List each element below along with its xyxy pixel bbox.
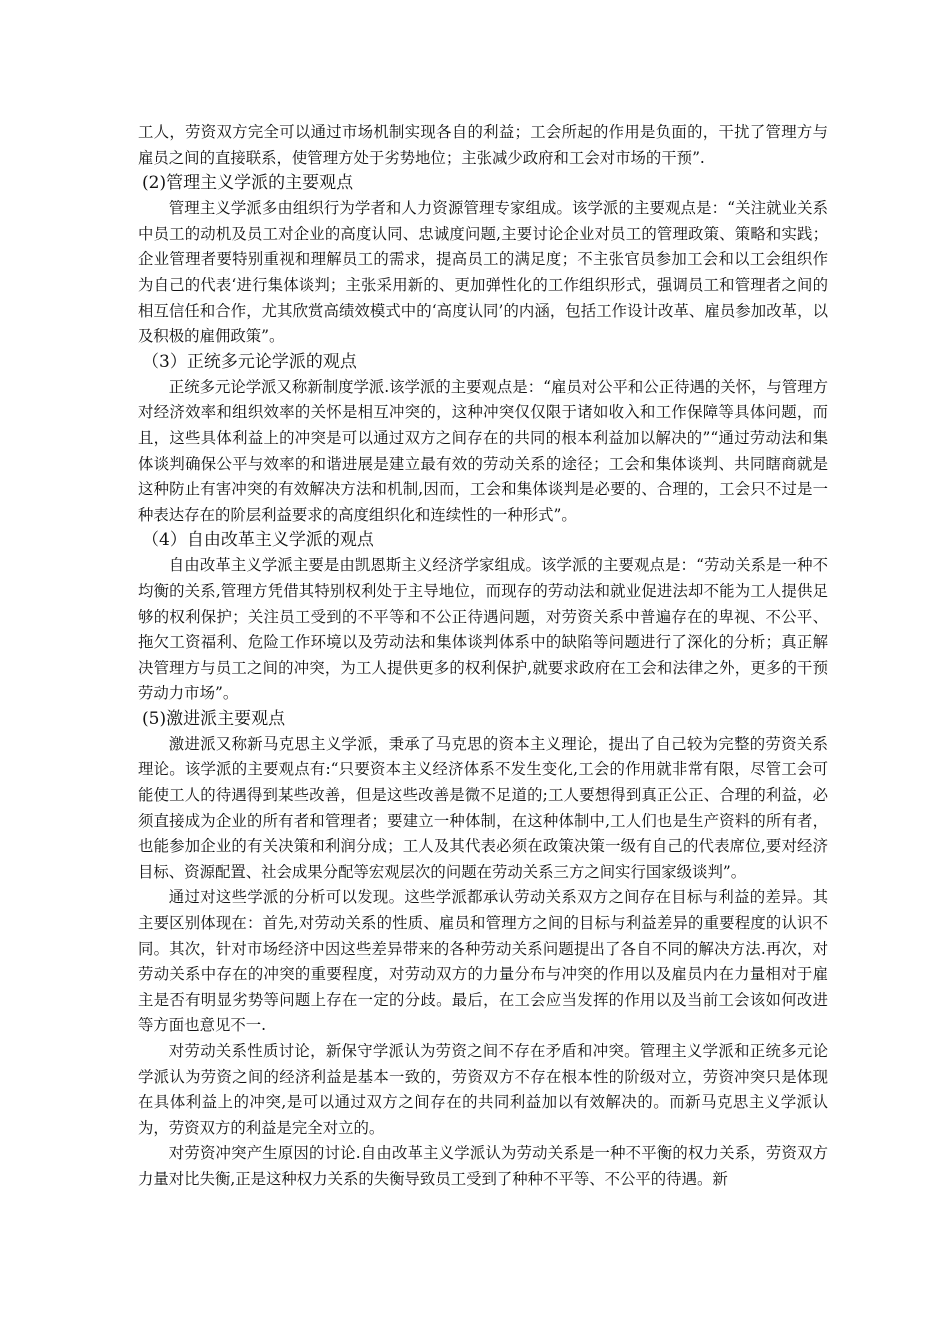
paragraph: 工人，劳资双方完全可以通过市场机制实现各自的利益；工会所起的作用是负面的，干扰了管理方与雇员之间的直接联系，使管理方处于劣势地位；主张减少政府和工会对市场的干预”. bbox=[138, 123, 828, 167]
paragraph: 对劳资冲突产生原因的讨论.自由改革主义学派认为劳动关系是一种不平衡的权力关系，劳资双方力量对比失衡,正是这种权力关系的失衡导致员工受到了种种不平等、不公平的待遇。新 bbox=[138, 1144, 828, 1188]
paragraph: 激进派又称新马克思主义学派，秉承了马克思的资本主义理论，提出了自己较为完整的劳资关系理论。该学派的主要观点有:“只要资本主义经济体系不发生变化,工会的作用就非常有限，尽管工会可能使工人的待遇得到某些改善，但是这些改善是微不足道的;工人要想得到真正公正、合理的利益，必须直接成为企业的所有者和管理者；要建立一种体制，在这种体制中,工人们也是生产资料的所有者，也能参加企业的有关决策和利润分成；工人及其代表必须在政策决策一级有自己的代表席位,要对经济目标、资源配置、社会成果分配等宏观层次的问题在劳动关系三方之间实行国家级谈判”。 bbox=[138, 734, 828, 881]
paragraph: 通过对这些学派的分析可以发现。这些学派都承认劳动关系双方之间存在目标与利益的差异。其主要区别体现在：首先,对劳动关系的性质、雇员和管理方之间的目标与利益差异的重要程度的认识不同。其次，针对市场经济中因这些差异带来的各种劳动关系问题提出了各自不同的解决方法.再次，对劳动关系中存在的冲突的重要程度，对劳动双方的力量分布与冲突的作用以及雇员内在力量相对于雇主是否有明显劣势等问题上存在一定的分歧。最后，在工会应当发挥的作用以及当前工会该如何改进等方面也意见不一. bbox=[138, 888, 828, 1035]
section-heading: （3）正统多元论学派的观点 bbox=[142, 351, 357, 372]
paragraph: 自由改革主义学派主要是由凯恩斯主义经济学家组成。该学派的主要观点是：“劳动关系是一种不均衡的关系,管理方凭借其特别权利处于主导地位，而现存的劳动法和就业促进法却不能为工人提供足够的权利保护；关注员工受到的不平等和不公正待遇问题，对劳资关系中普遍存在的卑视、不公平、拖欠工资福利、危险工作环境以及劳动法和集体谈判体系中的缺陷等问题进行了深化的分析；真正解决管理方与员工之间的冲突，为工人提供更多的权利保护,就要求政府在工会和法律之外，更多的干预劳动力市场”。 bbox=[138, 556, 828, 703]
section-heading: (2)管理主义学派的主要观点 bbox=[142, 173, 354, 194]
paragraph: 正统多元论学派又称新制度学派.该学派的主要观点是：“雇员对公平和公正待遇的关怀，与管理方对经济效率和组织效率的关怀是相互冲突的，这种冲突仅仅限于诸如收入和工作保障等具体问题，而且，这些具体利益上的冲突是可以通过双方之间存在的共同的根本利益加以解决的”“通过劳动法和集体谈判确保公平与效率的和谐进展是建立最有效的劳动关系的途径；工会和集体谈判、共同瞎商就是这种防止有害冲突的有效解决方法和机制,因而，工会和集体谈判是必要的、合理的，工会只不过是一种表达存在的阶层利益要求的高度组织化和连续性的一种形式”。 bbox=[138, 377, 828, 524]
section-heading: （4）自由改革主义学派的观点 bbox=[142, 530, 374, 551]
document-page bbox=[138, 120, 828, 1193]
paragraph: 对劳动关系性质讨论，新保守学派认为劳资之间不存在矛盾和冲突。管理主义学派和正统多元论学派认为劳资之间的经济利益是基本一致的，劳资双方不存在根本性的阶级对立，劳资冲突只是体现在具体利益上的冲突,是可以通过双方之间存在的共同利益加以有效解决的。而新马克思主义学派认为，劳资双方的利益是完全对立的。 bbox=[138, 1042, 828, 1137]
section-heading: (5)激进派主要观点 bbox=[142, 708, 286, 729]
paragraph: 管理主义学派多由组织行为学者和人力资源管理专家组成。该学派的主要观点是：“关注就业关系中员工的动机及员工对企业的高度认同、忠诚度问题,主要讨论企业对员工的管理政策、策略和实践；企业管理者要特别重视和理解员工的需求，提高员工的满足度；不主张官员参加工会和以工会组织作为自己的代表‘进行集体谈判；主张采用新的、更加弹性化的工作组织形式，强调员工和管理者之间的相互信任和合作，尤其欣赏高绩效模式中的‘高度认同’的内涵，包括工作设计改革、雇员参加改革，以及积极的雇佣政策”。 bbox=[138, 199, 828, 346]
